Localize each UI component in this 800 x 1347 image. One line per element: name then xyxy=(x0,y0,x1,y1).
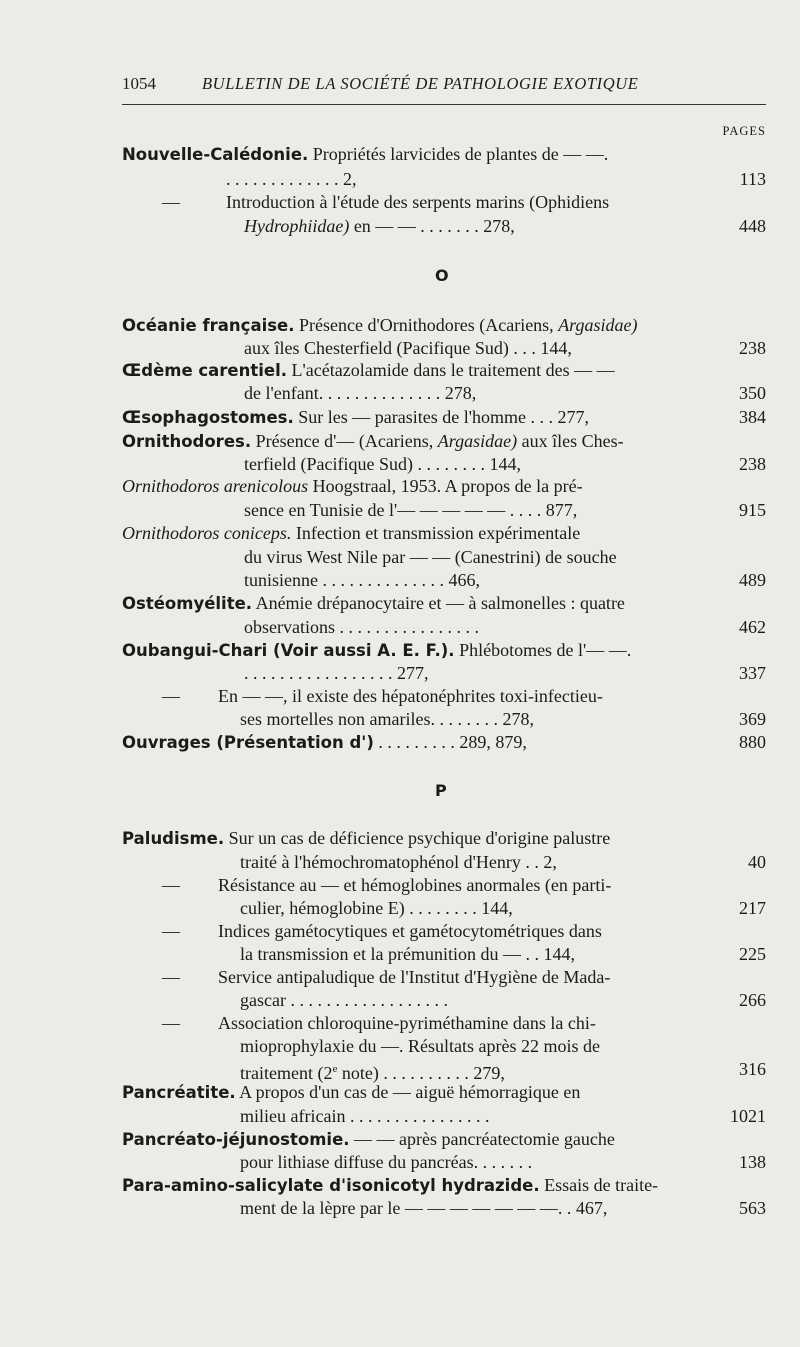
entry-heading: Paludisme. xyxy=(122,829,225,848)
page-ref: 384 xyxy=(739,407,766,427)
index-entry-line xyxy=(226,167,357,191)
page-ref: 316 xyxy=(739,1059,766,1079)
entry-text: milieu africain . . . . . . . . . . . . . . . . xyxy=(240,1106,490,1126)
entry-heading: Ornithodoros coniceps. xyxy=(122,523,292,543)
entry-text: de l'enfant. . . . . . . . . . . . . . 278, xyxy=(244,383,477,403)
entry-text: — — après pancréatectomie gauche xyxy=(349,1129,615,1149)
entry-text: Sur les — parasites de l'homme . . . 277, xyxy=(293,407,589,427)
entry-heading: Nouvelle-Calédonie. xyxy=(122,145,309,164)
index-entry-line xyxy=(122,474,583,498)
entry-text: traitement (2 xyxy=(240,1063,333,1083)
entry-text: Infection et transmission expérimentale xyxy=(291,523,581,543)
sub-entry-dash: — xyxy=(162,1013,180,1033)
journal-title: BULLETIN DE LA SOCIÉTÉ DE PATHOLOGIE EXOTIQUE xyxy=(202,74,639,93)
index-entry-line xyxy=(244,214,515,238)
entry-text: A propos d'un cas de — aiguë hémorragique en xyxy=(235,1082,581,1102)
entry-text: du virus West Nile par — — (Canestrini) de souche xyxy=(244,547,617,567)
index-entry-line xyxy=(122,826,610,850)
index-entry-line xyxy=(218,919,602,943)
page-ref: 880 xyxy=(739,732,766,752)
entry-text: terfield (Pacifique Sud) . . . . . . . . 144, xyxy=(244,454,521,474)
entry-text: . . . . . . . . . . . . . 2, xyxy=(226,169,357,189)
page-ref: 217 xyxy=(739,898,766,918)
index-entry-line xyxy=(122,405,589,429)
index-entry-line xyxy=(244,498,577,522)
entry-text: Introduction à l'étude des serpents marins (Ophidiens xyxy=(226,192,610,212)
pages-column-label: PAGES xyxy=(722,124,766,138)
entry-text: ses mortelles non amariles. . . . . . . . 278, xyxy=(240,709,534,729)
entry-text: Hoogstraal, 1953. A propos de la pré- xyxy=(308,476,583,496)
index-entry-line xyxy=(240,1057,505,1081)
index-entry-line xyxy=(244,568,480,592)
entry-text: note) . . . . . . . . . . 279, xyxy=(337,1063,505,1083)
entry-text: En — —, il existe des hépatonéphrites toxi-infectieu- xyxy=(218,686,603,706)
sub-entry-dash: — xyxy=(162,192,180,212)
entry-text: Résistance au — et hémoglobines anormales (en parti- xyxy=(218,875,612,895)
entry-italic-text: Argasidae) xyxy=(558,315,638,335)
page-ref: 1021 xyxy=(730,1106,766,1126)
entry-heading: Pancréatite. xyxy=(122,1083,236,1102)
entry-text: L'acétazolamide dans le traitement des — — xyxy=(287,360,615,380)
page-ref: 266 xyxy=(739,990,766,1010)
entry-heading: Para-amino-salicylate d'isonicotyl hydrazide. xyxy=(122,1176,540,1195)
entry-heading: Ornithodoros arenicolous xyxy=(122,476,309,496)
index-entry-line xyxy=(122,429,624,453)
sub-entry-dash: — xyxy=(162,686,180,706)
entry-text: aux îles Chesterfield (Pacifique Sud) . . . 144, xyxy=(244,338,572,358)
page-ref: 40 xyxy=(748,852,766,872)
index-entry-line xyxy=(244,336,572,360)
entry-text: . . . . . . . . . . . . . . . . . 277, xyxy=(244,663,429,683)
entry-text: mioprophylaxie du —. Résultats après 22 mois de xyxy=(240,1036,600,1056)
entry-text: pour lithiase diffuse du pancréas. . . . . . . xyxy=(240,1152,533,1172)
page-ref: 915 xyxy=(739,500,766,520)
index-entry-line xyxy=(244,661,429,685)
index-entry-line xyxy=(122,638,631,662)
page-ref: 113 xyxy=(739,169,766,189)
index-entry-line xyxy=(244,545,617,569)
entry-text: la transmission et la prémunition du — . . 144, xyxy=(240,944,575,964)
index-entry-line xyxy=(122,730,527,754)
page-ref: 369 xyxy=(739,709,766,729)
entry-text: Essais de traite- xyxy=(539,1175,659,1195)
entry-text: sence en Tunisie de l'— — — — — . . . . 877, xyxy=(244,500,578,520)
page-number: 1054 xyxy=(122,74,156,93)
index-entry-line xyxy=(240,942,575,966)
index-entry-line xyxy=(122,591,625,615)
index-entry-line xyxy=(218,965,610,989)
index-entry-line xyxy=(226,190,609,214)
entry-heading: Ornithodores. xyxy=(122,432,252,451)
entry-heading: Œsophagostomes. xyxy=(122,408,294,427)
page-ref: 225 xyxy=(739,944,766,964)
page-ref: 448 xyxy=(739,216,766,236)
entry-text: Phlébotomes de l'— —. xyxy=(454,640,632,660)
entry-text: observations . . . . . . . . . . . . . . . . xyxy=(244,617,479,637)
index-entry-line xyxy=(240,1196,607,1220)
page-ref: 350 xyxy=(739,383,766,403)
index-entry-line xyxy=(122,142,608,166)
entry-text: ment de la lèpre par le — — — — — — —. . 467, xyxy=(240,1198,608,1218)
page-ref: 563 xyxy=(739,1198,766,1218)
index-entry-line xyxy=(240,896,513,920)
index-entry-line xyxy=(240,850,557,874)
running-header xyxy=(122,74,766,104)
entry-italic-text: Hydrophiidae) xyxy=(244,216,350,236)
sub-entry-dash: — xyxy=(162,967,180,987)
index-entry-line xyxy=(240,1034,600,1058)
index-entry-line xyxy=(218,684,603,708)
index-entry-line xyxy=(218,873,611,897)
page-ref: 138 xyxy=(739,1152,766,1172)
page-ref: 238 xyxy=(739,338,766,358)
entry-text: Présence d'— (Acariens, xyxy=(251,431,438,451)
entry-text: Service antipaludique de l'Institut d'Hygiène de Mada- xyxy=(218,967,611,987)
entry-text: Sur un cas de déficience psychique d'origine palustre xyxy=(224,828,611,848)
index-entry-line xyxy=(122,358,615,382)
entry-heading: Œdème carentiel. xyxy=(122,361,288,380)
index-entry-line xyxy=(122,1127,615,1151)
entry-heading: Oubangui-Chari (Voir aussi A. E. F.). xyxy=(122,641,455,660)
entry-heading: Ouvrages (Présentation d') xyxy=(122,733,374,752)
index-entry-line xyxy=(240,988,448,1012)
entry-text: Association chloroquine-pyriméthamine dans la chi- xyxy=(218,1013,596,1033)
sub-entry-dash: — xyxy=(162,875,180,895)
entry-text: culier, hémoglobine E) . . . . . . . . 144, xyxy=(240,898,513,918)
header-rule xyxy=(122,104,766,105)
section-letter-p: P xyxy=(435,781,447,800)
index-entry-line xyxy=(240,707,534,731)
entry-text: Présence d'Ornithodores (Acariens, xyxy=(294,315,559,335)
entry-text: Indices gamétocytiques et gamétocytométriques dans xyxy=(218,921,602,941)
entry-text: traité à l'hémochromatophénol d'Henry . . 2, xyxy=(240,852,557,872)
section-letter-o: O xyxy=(435,266,449,285)
index-entry-line xyxy=(240,1104,489,1128)
entry-heading: Océanie française. xyxy=(122,316,295,335)
page-ref: 238 xyxy=(739,454,766,474)
index-entry-line xyxy=(122,313,638,337)
superscript: e xyxy=(332,1063,338,1075)
index-entry-line xyxy=(244,615,479,639)
entry-text: aux îles Ches- xyxy=(517,431,624,451)
entry-text: Propriétés larvicides de plantes de — —. xyxy=(308,144,609,164)
index-entry-line xyxy=(122,521,580,545)
entry-text: tunisienne . . . . . . . . . . . . . . 466, xyxy=(244,570,480,590)
entry-italic-text: Argasidae) xyxy=(437,431,518,451)
index-entry-line xyxy=(122,1173,658,1197)
page-ref: 462 xyxy=(739,617,766,637)
entry-heading: Ostéomyélite. xyxy=(122,594,253,613)
entry-text: gascar . . . . . . . . . . . . . . . . . . xyxy=(240,990,448,1010)
page-ref: 337 xyxy=(739,663,766,683)
sub-entry-dash: — xyxy=(162,921,180,941)
entry-text: . . . . . . . . . 289, 879, xyxy=(373,732,527,752)
entry-text: Anémie drépanocytaire et — à salmonelles : quatre xyxy=(252,593,625,613)
index-entry-line xyxy=(240,1150,532,1174)
index-entry-line xyxy=(244,452,521,476)
page-ref: 489 xyxy=(739,570,766,590)
index-entry-line xyxy=(122,1080,580,1104)
entry-text: en — — . . . . . . . 278, xyxy=(349,216,515,236)
index-entry-line xyxy=(218,1011,596,1035)
entry-heading: Pancréato-jéjunostomie. xyxy=(122,1130,350,1149)
index-entry-line xyxy=(244,381,476,405)
